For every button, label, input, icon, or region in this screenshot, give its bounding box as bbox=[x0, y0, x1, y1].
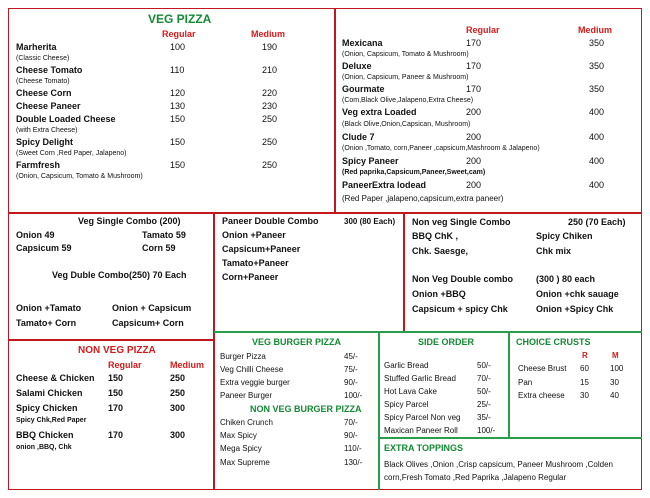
menu-item-name: BBQ Chicken bbox=[16, 430, 74, 440]
menu-item-name: Max Spicy bbox=[220, 431, 257, 440]
veg-single-combo-title: Veg Single Combo (200) bbox=[78, 216, 181, 226]
nonveg-pizza-title: NON VEG PIZZA bbox=[78, 345, 156, 356]
nonveg-pizza-col-medium: Medium bbox=[170, 360, 205, 370]
menu-item-price: 35/- bbox=[477, 413, 491, 422]
menu-item-medium: 250 bbox=[170, 373, 186, 383]
combo-item: Capsicum+Paneer bbox=[222, 244, 301, 254]
menu-item-name: Cheese Brust bbox=[518, 364, 567, 373]
menu-item-sub: (Red Paper ,jalapeno,capsicum,extra paneer) bbox=[342, 194, 504, 203]
extra-toppings-line: corn,Fresh Tomato ,Red Paprika ,Jalapeno Regular bbox=[384, 473, 567, 482]
choice-crusts-title: CHOICE CRUSTS bbox=[516, 337, 591, 347]
menu-item-medium: 250 bbox=[170, 388, 186, 398]
combo-item: Onion +Tamato bbox=[16, 303, 82, 313]
menu-item-medium: 400 bbox=[589, 180, 605, 190]
combo-item: Onion +Spicy Chk bbox=[536, 304, 614, 314]
menu-item-name: Spicy Delight bbox=[16, 137, 74, 147]
menu-item-sub: (Com,Black Olive,Jalapeno,Extra Cheese) bbox=[342, 97, 474, 104]
menu-item-name: Farmfresh bbox=[16, 160, 61, 170]
menu-item-name: Garlic Bread bbox=[384, 361, 429, 370]
combo-item: Tamato+Paneer bbox=[222, 258, 289, 268]
divider-toppings bbox=[378, 437, 642, 439]
menu-item-name: Pan bbox=[518, 378, 533, 387]
menu-item-name: Max Supreme bbox=[220, 458, 270, 467]
menu-item-medium: 220 bbox=[262, 88, 278, 98]
menu-item-medium: 400 bbox=[589, 107, 605, 117]
paneer-combo-price: 300 (80 Each) bbox=[344, 217, 396, 226]
menu-item-regular: 170 bbox=[466, 84, 482, 94]
crusts-col-m: M bbox=[612, 351, 619, 360]
menu-item-r: 15 bbox=[580, 378, 589, 387]
menu-item-price: 100/- bbox=[477, 426, 496, 435]
menu-item-sub: (Sweet Corn ,Red Paper, Jalapeno) bbox=[16, 150, 127, 157]
menu-item-medium: 190 bbox=[262, 42, 278, 52]
menu-item-regular: 110 bbox=[170, 65, 185, 75]
nonveg-pizza-col-regular: Regular bbox=[108, 360, 142, 370]
menu-item-price: 90/- bbox=[344, 378, 358, 387]
menu-item-regular: 170 bbox=[108, 430, 124, 440]
menu-item-price: 45/- bbox=[344, 352, 358, 361]
combo-item: Capsicum+ Corn bbox=[112, 318, 184, 328]
menu-item-sub: (Cheese Tomato) bbox=[16, 78, 70, 85]
menu-item-name: Veg Chilli Cheese bbox=[220, 365, 284, 374]
menu-item-name: Chiken Crunch bbox=[220, 418, 273, 427]
veg-burger-title: VEG BURGER PIZZA bbox=[252, 337, 342, 347]
menu-item-name: Deluxe bbox=[342, 61, 372, 71]
menu-item-regular: 120 bbox=[170, 88, 186, 98]
menu-item-name: Maxican Paneer Roll bbox=[384, 426, 458, 435]
menu-item-regular: 170 bbox=[466, 38, 482, 48]
menu-item-regular: 200 bbox=[466, 180, 482, 190]
divider-burger-top bbox=[214, 331, 642, 333]
menu-item-sub: (Onion ,Tomato, corn,Paneer ,capsicum,Mashroom & Jalapeno) bbox=[342, 145, 540, 152]
menu-item-name: Spicy Parcel Non veg bbox=[384, 413, 461, 422]
combo-item: Onion 49 bbox=[16, 230, 55, 240]
menu-item-m: 40 bbox=[610, 391, 619, 400]
menu-item-medium: 350 bbox=[589, 61, 605, 71]
menu-item-name: Cheese Corn bbox=[16, 88, 72, 98]
combo-item: Chk. Saesge, bbox=[412, 246, 469, 256]
combo-item: Onion +BBQ bbox=[412, 289, 466, 299]
menu-item-price: 90/- bbox=[344, 431, 358, 440]
combo-item: Onion + Capsicum bbox=[112, 303, 192, 313]
menu-item-regular: 130 bbox=[170, 101, 186, 111]
menu-item-regular: 150 bbox=[170, 137, 186, 147]
nonveg-single-combo-title: Non veg Single Combo bbox=[412, 217, 511, 227]
veg-double-combo-title: Veg Duble Combo(250) 70 Each bbox=[52, 270, 187, 280]
menu-item-name: Gourmate bbox=[342, 84, 385, 94]
veg-pizza-title: VEG PIZZA bbox=[148, 12, 212, 26]
menu-item-medium: 400 bbox=[589, 132, 605, 142]
combo-item: Tamato+ Corn bbox=[16, 318, 77, 328]
menu-item-medium: 250 bbox=[262, 114, 278, 124]
menu-item-medium: 300 bbox=[170, 403, 186, 413]
menu-item-name: Spicy Parcel bbox=[384, 400, 429, 409]
veg-pizza-col-regular: Regular bbox=[162, 29, 196, 39]
menu-item-sub: Spicy Chk,Red Paper bbox=[16, 417, 87, 424]
menu-item-regular: 150 bbox=[170, 160, 186, 170]
combo-item: Corn+Paneer bbox=[222, 272, 279, 282]
menu-item-regular: 150 bbox=[170, 114, 186, 124]
menu-item-medium: 230 bbox=[262, 101, 278, 111]
menu-item-name: Spicy Paneer bbox=[342, 156, 399, 166]
menu-item-regular: 150 bbox=[108, 388, 124, 398]
combo-item: Capsicum + spicy Chk bbox=[412, 304, 508, 314]
menu-item-name: Extra cheese bbox=[518, 391, 565, 400]
menu-item-sub: (Red paprika,Capsicum,Paneer,Sweet,cam) bbox=[342, 169, 486, 176]
divider-top-vertical bbox=[334, 8, 336, 213]
menu-item-sub: (with Extra Cheese) bbox=[16, 127, 78, 134]
menu-item-name: Cheese Tomato bbox=[16, 65, 83, 75]
menu-item-price: 110/- bbox=[344, 444, 362, 453]
menu-item-name: Double Loaded Cheese bbox=[16, 114, 116, 124]
menu-item-name: Burger Pizza bbox=[220, 352, 266, 361]
veg-pizza-col-medium: Medium bbox=[251, 29, 286, 39]
menu-item-price: 100/- bbox=[344, 391, 363, 400]
menu-item-price: 50/- bbox=[477, 387, 491, 396]
menu-item-medium: 250 bbox=[262, 137, 278, 147]
menu-item-r: 30 bbox=[580, 391, 589, 400]
nonveg-single-combo-price: 250 (70 Each) bbox=[568, 217, 626, 227]
menu-item-medium: 350 bbox=[589, 84, 605, 94]
menu-item-medium: 400 bbox=[589, 156, 605, 166]
combo-item: Onion +chk sauage bbox=[536, 289, 619, 299]
menu-item-name: Spicy Chicken bbox=[16, 403, 78, 413]
menu-item-name: Extra veggie burger bbox=[220, 378, 290, 387]
menu-item-price: 50/- bbox=[477, 361, 491, 370]
combo-item: BBQ ChK , bbox=[412, 231, 458, 241]
divider-crusts bbox=[508, 332, 510, 437]
menu-item-regular: 200 bbox=[466, 156, 482, 166]
menu-item-sub: (Classic Cheese) bbox=[16, 55, 70, 62]
divider-combo-vertical bbox=[403, 212, 405, 332]
menu-item-r: 60 bbox=[580, 364, 589, 373]
menu-item-m: 30 bbox=[610, 378, 619, 387]
menu-item-name: PaneerExtra lodead bbox=[342, 180, 427, 190]
menu-item-regular: 200 bbox=[466, 132, 482, 142]
menu-item-m: 100 bbox=[610, 364, 624, 373]
menu-item-medium: 250 bbox=[262, 160, 278, 170]
nonveg-double-combo-price: (300 ) 80 each bbox=[536, 274, 596, 284]
menu-item-medium: 210 bbox=[262, 65, 278, 75]
veg-pizza-right-col-medium: Medium bbox=[578, 25, 613, 35]
menu-item-price: 75/- bbox=[344, 365, 358, 374]
menu-item-name: Veg extra Loaded bbox=[342, 107, 417, 117]
menu-item-name: Cheese Paneer bbox=[16, 101, 81, 111]
combo-item: Spicy Chiken bbox=[536, 231, 593, 241]
combo-item: Capsicum 59 bbox=[16, 243, 72, 253]
divider-side-order bbox=[378, 332, 380, 490]
paneer-combo-title: Paneer Double Combo bbox=[222, 216, 319, 226]
menu-item-regular: 170 bbox=[466, 61, 482, 71]
menu-item-price: 25/- bbox=[477, 400, 491, 409]
menu-item-regular: 200 bbox=[466, 107, 482, 117]
menu-item-name: Mexicana bbox=[342, 38, 383, 48]
menu-item-regular: 100 bbox=[170, 42, 186, 52]
menu-item-price: 70/- bbox=[344, 418, 358, 427]
crusts-col-r: R bbox=[582, 351, 588, 360]
side-order-title: SIDE ORDER bbox=[418, 337, 475, 347]
combo-item: Chk mix bbox=[536, 246, 572, 256]
menu-item-name: Mega Spicy bbox=[220, 444, 262, 453]
divider-left-vertical bbox=[213, 212, 215, 490]
menu-item-name: Salami Chicken bbox=[16, 388, 83, 398]
menu-item-regular: 170 bbox=[108, 403, 124, 413]
menu-item-name: Marherita bbox=[16, 42, 57, 52]
combo-item: Onion +Paneer bbox=[222, 230, 286, 240]
menu-item-sub: (Black Olive,Onion,Capsican, Mushroom) bbox=[342, 121, 471, 128]
menu-item-name: Paneer Burger bbox=[220, 391, 273, 400]
combo-item: Corn 59 bbox=[142, 243, 176, 253]
menu-item-price: 130/- bbox=[344, 458, 363, 467]
menu-item-name: Hot Lava Cake bbox=[384, 387, 437, 396]
menu-item-sub: (Onion, Capsicum, Tomato & Mushroom) bbox=[342, 51, 469, 58]
combo-item: Tamato 59 bbox=[142, 230, 186, 240]
menu-item-sub: onion ,BBQ, Chk bbox=[16, 444, 72, 451]
menu-item-name: Stuffed Garlic Bread bbox=[384, 374, 456, 383]
menu-item-sub: (Onion, Capsicum, Tomato & Mushroom) bbox=[16, 173, 143, 180]
veg-pizza-right-col-regular: Regular bbox=[466, 25, 500, 35]
menu-item-medium: 350 bbox=[589, 38, 605, 48]
nonveg-double-combo-title: Non Veg Double combo bbox=[412, 274, 514, 284]
nonveg-burger-title: NON VEG BURGER PIZZA bbox=[250, 404, 362, 414]
menu-item-price: 70/- bbox=[477, 374, 491, 383]
menu-item-sub: (Onion, Capsicum, Paneer & Mushroom) bbox=[342, 74, 469, 81]
menu-item-regular: 150 bbox=[108, 373, 124, 383]
menu-item-name: Clude 7 bbox=[342, 132, 375, 142]
divider-middle-horizontal bbox=[8, 212, 642, 214]
extra-toppings-line: Black Olives ,Onion ,Crisp capsicum, Paneer Mushroom ,Colden bbox=[384, 460, 613, 469]
menu-item-name: Cheese & Chicken bbox=[16, 373, 95, 383]
extra-toppings-title: EXTRA TOPPINGS bbox=[384, 443, 464, 453]
menu-item-medium: 300 bbox=[170, 430, 186, 440]
divider-nonveg-pizza bbox=[8, 339, 213, 341]
